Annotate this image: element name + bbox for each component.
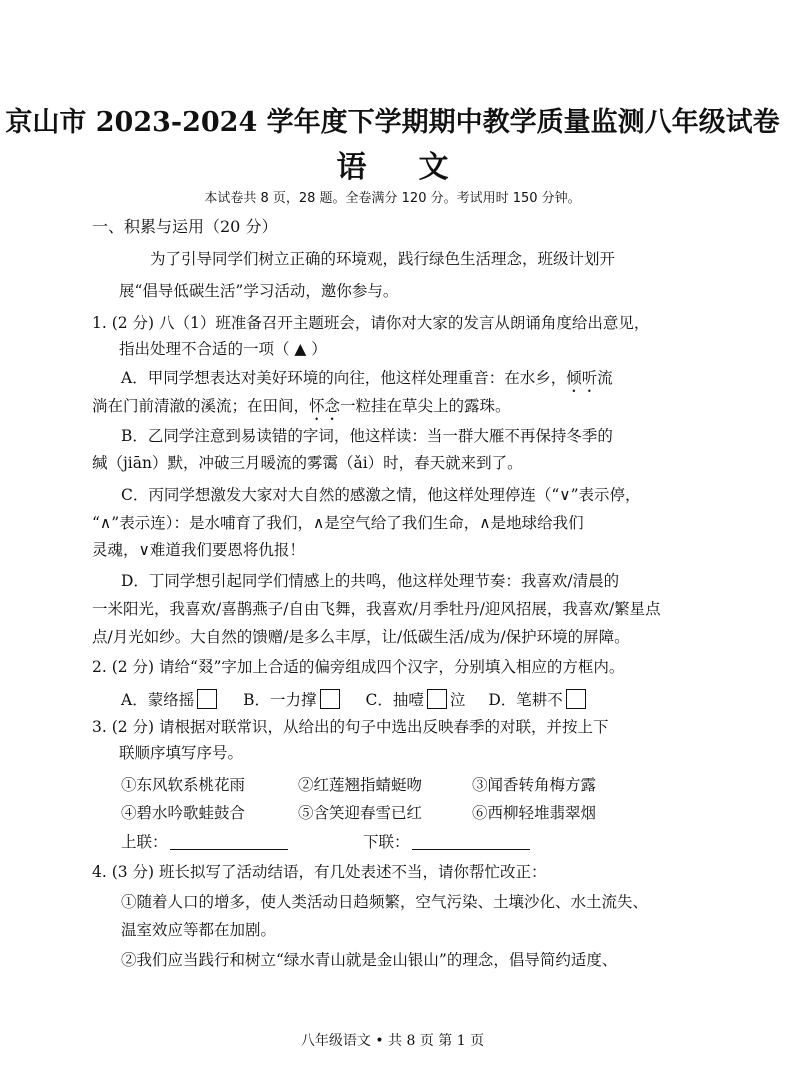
subject-title: 语文 <box>336 150 501 185</box>
q4-stem: 4. (3 分) 班长拟写了活动结语，有几处表述不当，请你帮忙改正： <box>92 863 547 881</box>
q1-a-text: 淌在门前清澈的溪流；在田间， <box>92 397 310 415</box>
q2-option-c: C．抽噎 <box>365 691 424 709</box>
q1-option-c-line-2: “∧”表示连）：是水哺育了我们，∧是空气给了我们生命，∧是地球给我们 <box>92 514 584 532</box>
q2-option-b: B．一力撑 <box>243 691 317 709</box>
intro-line-2: 展“倡导低碳生活”学习活动，邀你参与。 <box>119 282 399 300</box>
q1-option-b-line-1: B．乙同学注意到易读错的字词，他这样读：当一群大雁不再保持冬季的 <box>121 427 613 445</box>
q1-a-stress-1: 倾听 <box>566 369 598 387</box>
q1-option-a-line-1 <box>121 368 613 396</box>
q1-option-c-line-1: C．丙同学想激发大家对大自然的感激之情，他这样处理停连（“∨”表示停， <box>121 486 641 504</box>
q1-option-c-line-3: 灵魂，∨难道我们要恩将仇报！ <box>92 541 305 559</box>
q4-sentence-1-line-1: ①随着人口的增多，使人类活动日趋频繁，空气污染、土壤沙化、水土流失、 <box>121 893 649 911</box>
exam-info: 本试卷共 8 页，28 题。全卷满分 120 分。考试用时 150 分钟。 <box>204 191 581 206</box>
q3-item-4: ④碧水吟歌蛙鼓合 <box>121 804 246 822</box>
q2-option-d: D．笔耕不 <box>488 691 563 709</box>
q3-item-2: ②红莲翘指蜻蜓吻 <box>298 776 423 794</box>
intro-line-1: 为了引导同学们树立正确的环境观，践行绿色生活理念，班级计划开 <box>150 250 616 268</box>
page-footer: 八年级语文 • 共 8 页 第 1 页 <box>300 1033 485 1049</box>
q3-upper-label: 上联： <box>121 833 168 851</box>
q1-a-text: 一粒挂在草尖上的露珠。 <box>340 397 511 415</box>
q1-option-a-line-2 <box>92 396 511 424</box>
q1-a-text: 流 <box>597 369 613 387</box>
q2-answer-box-c[interactable] <box>427 689 447 709</box>
q3-item-1: ①东风软系桃花雨 <box>121 776 246 794</box>
q2-answer-box-d[interactable] <box>566 689 586 709</box>
q2-answer-box-a[interactable] <box>197 689 217 709</box>
q3-upper-answer <box>121 832 288 852</box>
q2-options <box>121 689 589 710</box>
q3-item-6: ⑥西柳轻堆翡翠烟 <box>472 804 597 822</box>
q3-lower-label: 下联： <box>363 833 410 851</box>
q3-item-5: ⑤含笑迎春雪已红 <box>298 804 423 822</box>
q3-item-3: ③闻香转角梅方露 <box>472 776 597 794</box>
q4-sentence-2-line-1: ②我们应当践行和树立“绿水青山就是金山银山”的理念，倡导简约适度、 <box>121 951 618 969</box>
q1-a-text: A．甲同学想表达对美好环境的向往，他这样处理重音：在水乡， <box>121 369 567 387</box>
q3-upper-blank[interactable] <box>170 849 288 850</box>
q2-option-c-suffix: 泣 <box>449 691 466 709</box>
q1-stem-2: 指出处理不合适的一项（ ▲ ） <box>119 340 327 358</box>
exam-title: 京山市 2023-2024 学年度下学期期中教学质量监测八年级试卷 <box>5 107 780 138</box>
section-heading: 一、积累与运用（20 分） <box>92 217 278 236</box>
q2-answer-box-b[interactable] <box>320 689 340 709</box>
q3-stem-1: 3. (2 分) 请根据对联常识，从给出的句子中选出反映春季的对联，并按上下 <box>92 718 609 736</box>
q1-option-d-line-1: D．丁同学想引起同学们情感上的共鸣，他这样处理节奏：我喜欢/清晨的 <box>121 572 620 590</box>
q1-a-stress-2: 怀念 <box>309 397 341 415</box>
q3-stem-2: 联顺序填写序号。 <box>119 744 244 762</box>
q1-option-d-line-2: 一米阳光，我喜欢/喜鹊燕子/自由飞舞，我喜欢/月季牡丹/迎风招展，我喜欢/繁星点 <box>92 600 661 618</box>
q1-option-b-line-2: 缄（jiān）默，冲破三月暖流的雾霭（ǎi）时，春天就来到了。 <box>92 454 523 472</box>
q1-stem-1: 1. (2 分) 八（1）班准备召开主题班会，请你对大家的发言从朗诵角度给出意见， <box>92 314 650 332</box>
q4-sentence-1-line-2: 温室效应等都在加剧。 <box>121 921 277 939</box>
q1-option-d-line-3: 点/月光如纱。大自然的馈赠/是多么丰厚，让/低碳生活/成为/保护环境的屏障。 <box>92 628 630 646</box>
q2-stem: 2. (2 分) 请给“叕”字加上合适的偏旁组成四个汉字，分别填入相应的方框内。 <box>92 658 625 676</box>
q3-lower-blank[interactable] <box>412 849 530 850</box>
q2-option-a: A．蒙络摇 <box>121 691 195 709</box>
q3-lower-answer <box>363 832 530 852</box>
